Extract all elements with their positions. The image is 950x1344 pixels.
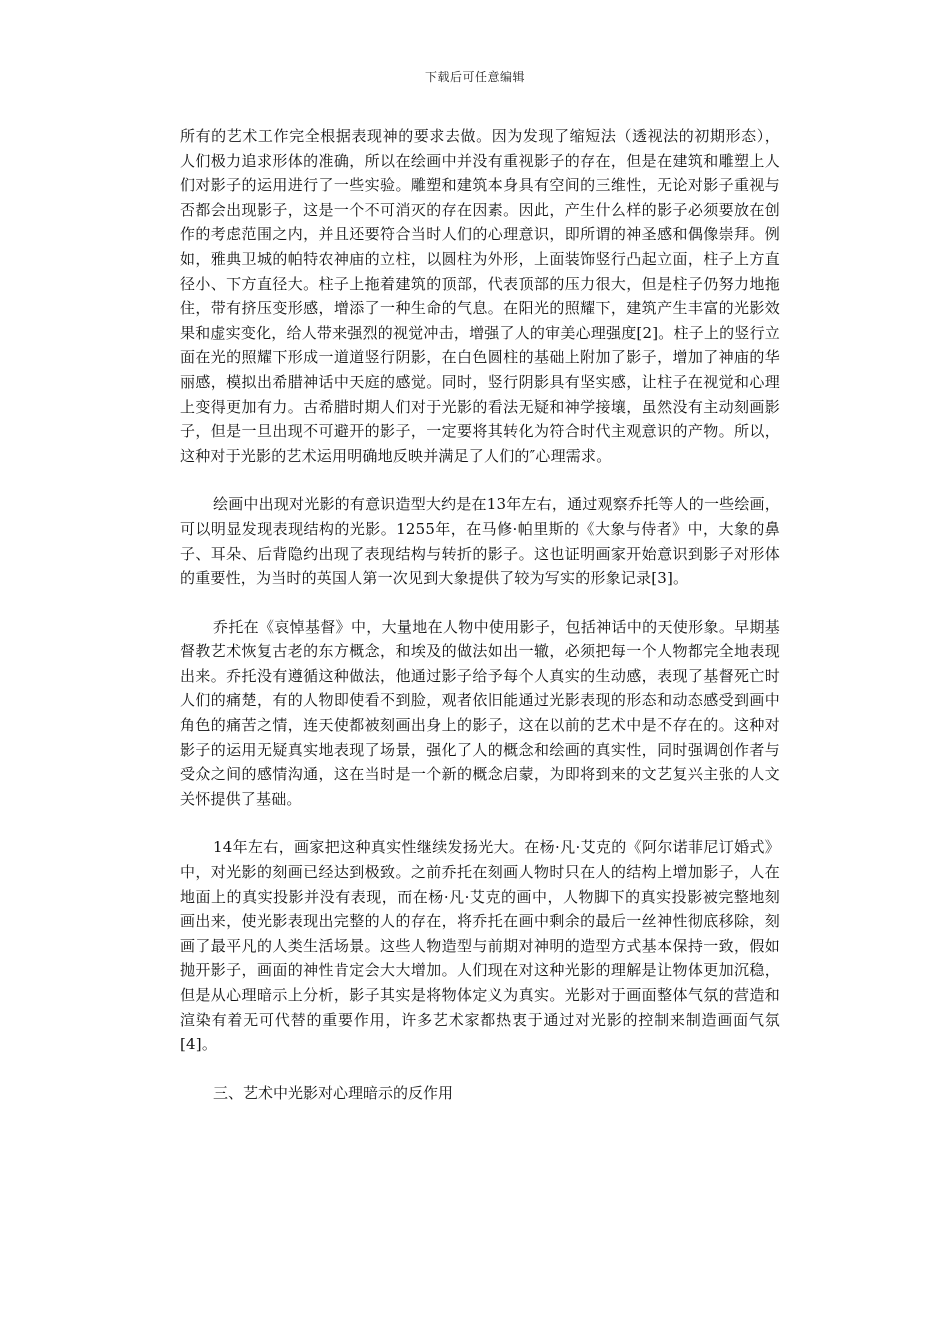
paragraph-gap — [180, 468, 780, 492]
paragraph-2: 绘画中出现对光影的有意识造型大约是在13年左右，通过观察乔托等人的一些绘画，可以明显发现表现结构的光影。1255年，在马修·帕里斯的《大象与侍者》中，大象的鼻子、耳朵、后背隐约出现了表现结构与转折的影子。这也证明画家开始意识到影子对形体的重要性，为当时的英国人第一次见到大象提供了较为写实的形象记录[3]。 — [180, 495, 780, 588]
page-header: 下载后可任意编辑 — [424, 70, 525, 84]
section-heading: 三、艺术中光影对心理暗示的反作用 — [213, 1083, 454, 1102]
paragraph-gap — [180, 591, 780, 615]
document-body — [180, 124, 780, 1105]
paragraph-gap — [180, 1057, 780, 1081]
paragraph-gap — [180, 811, 780, 835]
paragraph-1: 所有的艺术工作完全根据表现神的要求去做。因为发现了缩短法（透视法的初期形态），人们极力追求形体的准确，所以在绘画中并没有重视影子的存在，但是在建筑和雕塑上人们对影子的运用进行了一些实验。雕塑和建筑本身具有空间的三维性，无论对影子重视与否都会出现影子，这是一个不可消灭的存在因素。因此，产生什么样的影子必须要放在创作的考虑范围之内，并且还要符合当时人们的心理意识，即所谓的神圣感和偶像崇拜。例如，雅典卫城的帕特农神庙的立柱，以圆柱为外形，上面装饰竖行凸起立面，柱子上方直径小、下方直径大。柱子上拖着建筑的顶部，代表顶部的压力很大，但是柱子仍努力地拖住，带有挤压变形感，增添了一种生命的气息。在阳光的照耀下，建筑产生丰富的光影效果和虚实变化，给人带来强烈的视觉冲击，增强了人的审美心理强度[2]。柱子上的竖行立面在光的照耀下形成一道道竖行阴影，在白色圆柱的基础上附加了影子，增加了神庙的华丽感，模拟出希腊神话中天庭的感觉。同时，竖行阴影具有坚实感，让柱子在视觉和心理上变得更加有力。古希腊时期人们对于光影的看法无疑和神学接壤，虽然没有主动刻画影子，但是一旦出现不可避开的影子，一定要将其转化为符合时代主观意识的产物。所以，这种对于光影的艺术运用明确地反映并满足了人们的″心理需求。 — [180, 127, 780, 465]
paragraph-3: 乔托在《哀悼基督》中，大量地在人物中使用影子，包括神话中的天使形象。早期基督教艺术恢复古老的东方概念，和埃及的做法如出一辙，必须把每一个人物都完全地表现出来。乔托没有遵循这种做法，他通过影子给予每个人真实的生动感，表现了基督死亡时人们的痛楚，有的人物即使看不到脸，观者依旧能通过光影表现的形态和动态感受到画中角色的痛苦之情，连天使都被刻画出身上的影子，这在以前的艺术中是不存在的。这种对影子的运用无疑真实地表现了场景，强化了人的概念和绘画的真实性，同时强调创作者与受众之间的感情沟通，这在当时是一个新的概念启蒙，为即将到来的文艺复兴主张的人文关怀提供了基础。 — [180, 617, 780, 808]
paragraph-4: 14年左右，画家把这种真实性继续发扬光大。在杨·凡·艾克的《阿尔诺菲尼订婚式》中，对光影的刻画已经达到极致。之前乔托在刻画人物时只在人的结构上增加影子，人在地面上的真实投影并没有表现，而在杨·凡·艾克的画中，人物脚下的真实投影被完整地刻画出来，使光影表现出完整的人的存在，将乔托在画中剩余的最后一丝神性彻底移除，刻画了最平凡的人类生活场景。这些人物造型与前期对神明的造型方式基本保持一致，假如抛开影子，画面的神性肯定会大大增加。人们现在对这种光影的理解是让物体更加沉稳，但是从心理暗示上分析，影子其实是将物体定义为真实。光影对于画面整体气氛的营造和渲染有着无可代替的重要作用，许多艺术家都热衷于通过对光影的控制来制造画面气氛[4]。 — [180, 838, 780, 1054]
